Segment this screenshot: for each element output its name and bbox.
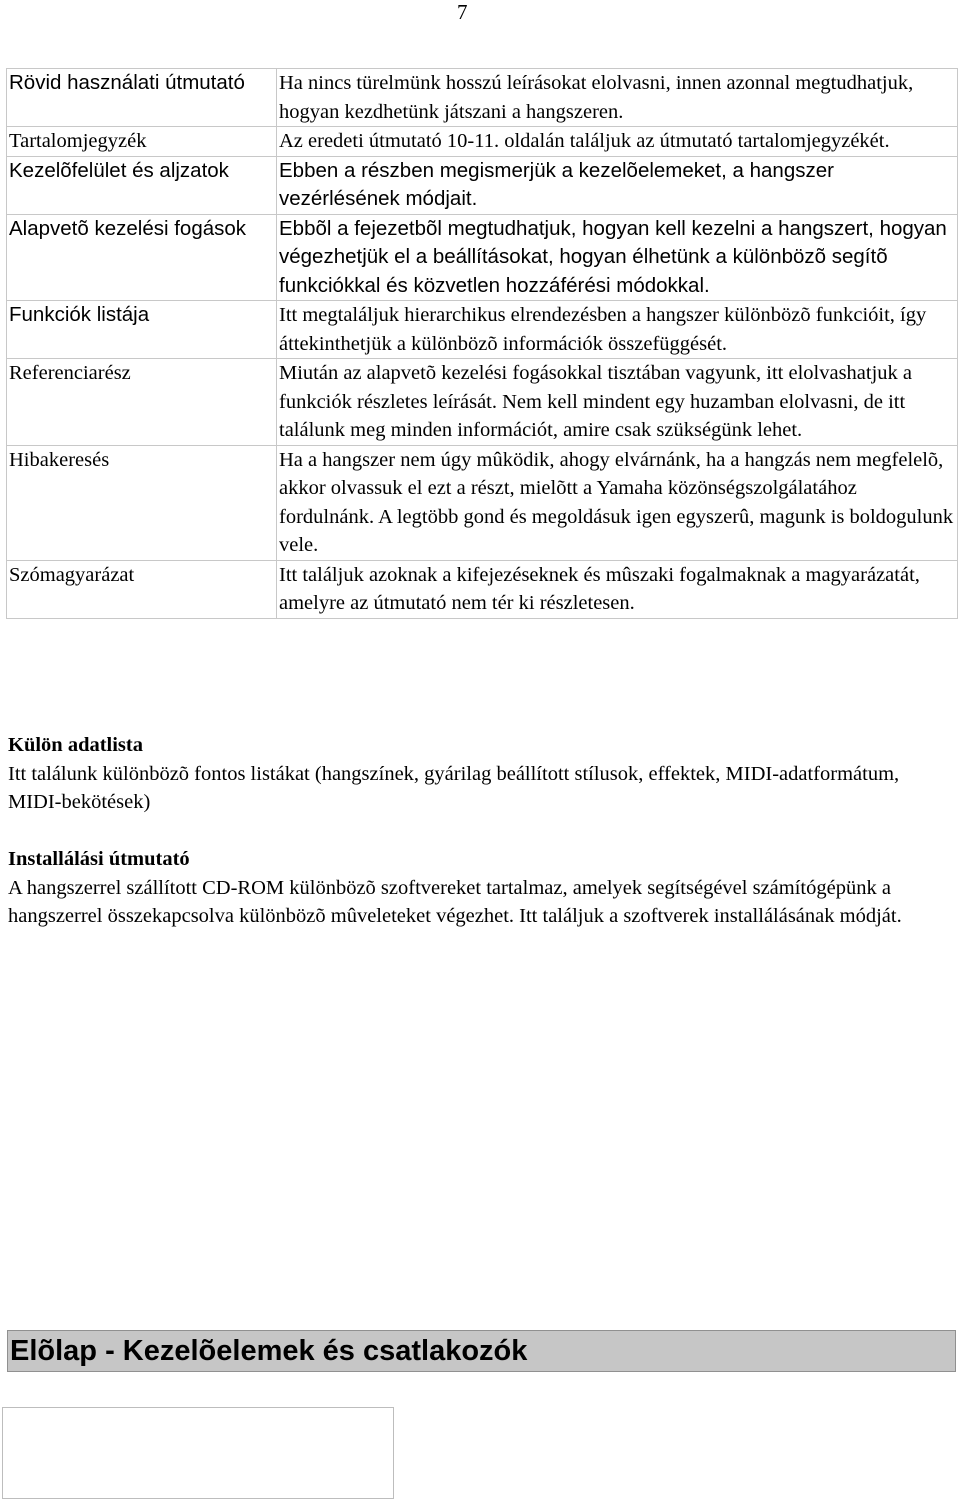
section-title: Elõlap - Kezelõelemek és csatlakozók: [7, 1330, 956, 1372]
table-row: [7, 560, 958, 618]
section-description: Ebben a részben megismerjük a kezelõelemeket, a hangszer vezérlésének módjait.: [277, 156, 958, 214]
section-description: Ebbõl a fejezetbõl megtudhatjuk, hogyan kell kezelni a hangszert, hogyan végezhetjük el a beállításokat, hogyan élhetünk a különbözõ segítõ funkciókkal és közvetlen hozzáférési módokkal.: [277, 214, 958, 301]
section-name: Alapvetõ kezelési fogások: [7, 214, 277, 301]
install-guide-section: [8, 845, 953, 931]
install-guide-heading: Installálási útmutató: [8, 848, 190, 870]
section-description: Itt találjuk azoknak a kifejezéseknek és mûszaki fogalmaknak a magyarázatát, amelyre az útmutató nem tér ki részletesen.: [277, 560, 958, 618]
section-name: Szómagyarázat: [7, 560, 277, 618]
section-name: Kezelõfelület és aljzatok: [7, 156, 277, 214]
section-description: Ha nincs türelmünk hosszú leírásokat elolvasni, innen azonnal megtudhatjuk, hogyan kezdhetünk játszani a hangszeren.: [277, 69, 958, 127]
section-name: Rövid használati útmutató: [7, 69, 277, 127]
section-description: Itt megtaláljuk hierarchikus elrendezésben a hangszer különbözõ funkcióit, így áttekinthetjük a különbözõ információk összefüggését.: [277, 301, 958, 359]
table-row: [7, 127, 958, 157]
section-description: Az eredeti útmutató 10-11. oldalán találjuk az útmutató tartalomjegyzékét.: [277, 127, 958, 157]
table-row: [7, 156, 958, 214]
section-description: Miután az alapvetõ kezelési fogásokkal tisztában vagyunk, itt elolvashatjuk a funkciók részletes leírását. Nem kell mindent egy huzamban elolvasni, de itt találunk meg minden információt, amire csak szükségünk lehet.: [277, 359, 958, 446]
section-name: Hibakeresés: [7, 445, 277, 560]
data-list-section: [8, 731, 953, 817]
section-name: Tartalomjegyzék: [7, 127, 277, 157]
contents-table: [6, 68, 958, 619]
table-row: [7, 301, 958, 359]
table-row: [7, 445, 958, 560]
section-name: Funkciók listája: [7, 301, 277, 359]
image-frame: [2, 1407, 394, 1499]
data-list-heading: Külön adatlista: [8, 734, 143, 756]
table-row: [7, 214, 958, 301]
table-row: [7, 69, 958, 127]
page-number: 7: [457, 0, 468, 24]
data-list-text: Itt találunk különbözõ fontos listákat (hangszínek, gyárilag beállított stílusok, effektek, MIDI-adatformátum, MIDI-bekötések): [8, 762, 900, 813]
install-guide-text: A hangszerrel szállított CD-ROM különbözõ szoftvereket tartalmaz, amelyek segítségével számítógépünk a hangszerrel összekapcsolva különbözõ mûveleteket végezhet. Itt találjuk a szoftverek installálásának módját.: [8, 876, 902, 927]
section-name: Referenciarész: [7, 359, 277, 446]
table-row: [7, 359, 958, 446]
section-description: Ha a hangszer nem úgy mûködik, ahogy elvárnánk, ha a hangzás nem megfelelõ, akkor olvassuk el ezt a részt, mielõtt a Yamaha közönségszolgálatához fordulnánk. A legtöbb gond és megoldásuk igen egyszerû, magunk is boldogulunk vele.: [277, 445, 958, 560]
